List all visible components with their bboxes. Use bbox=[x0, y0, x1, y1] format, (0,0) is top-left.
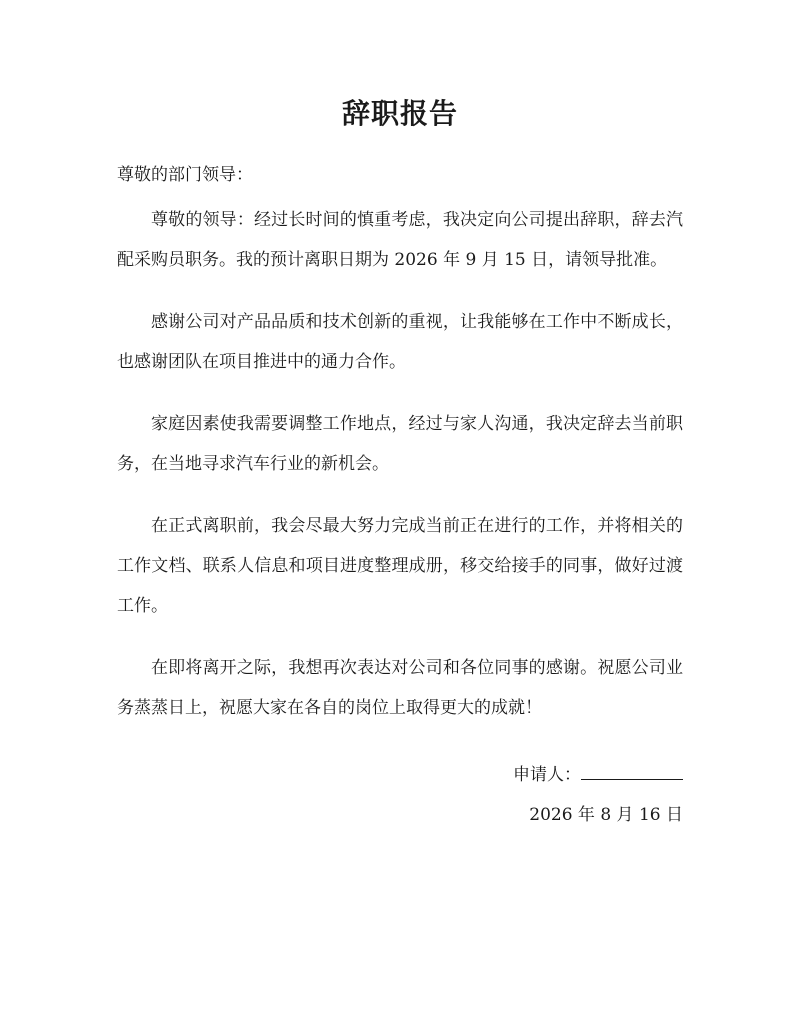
signature-date: 2026 年 8 月 16 日 bbox=[529, 805, 683, 825]
salutation: 尊敬的部门领导： bbox=[117, 165, 253, 185]
applicant-line bbox=[117, 760, 683, 790]
signature-blank bbox=[581, 761, 683, 780]
paragraph-4: 在正式离职前，我会尽最大努力完成当前正在进行的工作，并将相关的工作文档、联系人信息和项目进度整理成册，移交给接手的同事，做好过渡工作。 bbox=[117, 516, 683, 616]
paragraph-5: 在即将离开之际，我想再次表达对公司和各位同事的感谢。祝愿公司业务蒸蒸日上，祝愿大家在各自的岗位上取得更大的成就！ bbox=[117, 658, 683, 718]
paragraph-2: 感谢公司对产品品质和技术创新的重视，让我能够在工作中不断成长，也感谢团队在项目推进中的通力合作。 bbox=[117, 312, 683, 372]
document-body bbox=[117, 200, 683, 750]
paragraph-3: 家庭因素使我需要调整工作地点，经过与家人沟通，我决定辞去当前职务，在当地寻求汽车行业的新机会。 bbox=[117, 414, 683, 474]
applicant-label: 申请人： bbox=[513, 765, 581, 785]
paragraph-1: 尊敬的领导：经过长时间的慎重考虑，我决定向公司提出辞职，辞去汽配采购员职务。我的预计离职日期为 2026 年 9 月 15 日，请领导批准。 bbox=[117, 210, 683, 270]
document-title: 辞职报告 bbox=[341, 97, 458, 130]
